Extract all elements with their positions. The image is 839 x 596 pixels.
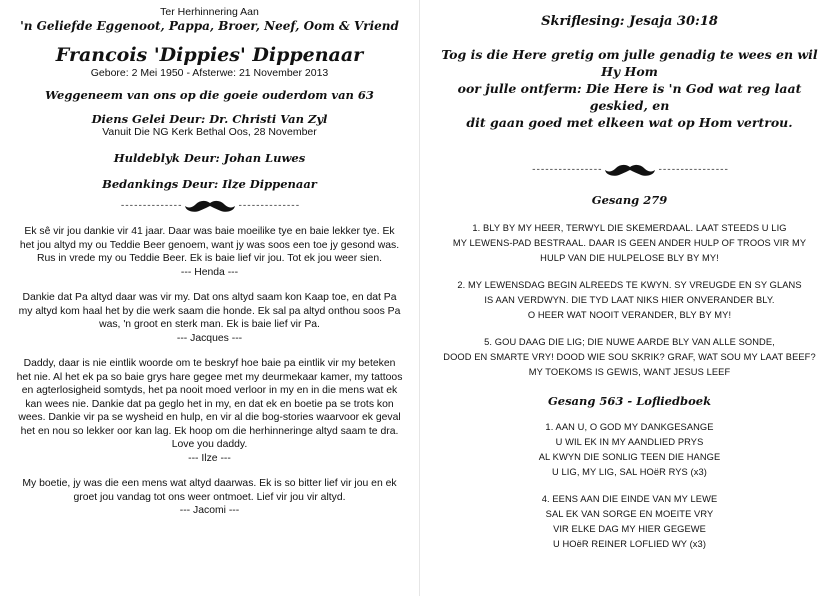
message-signature: --- Henda --- xyxy=(180,266,239,278)
hymn-563-title: Gesang 563 - Lofliedboek xyxy=(547,394,712,408)
life-dates: Gebore: 2 Mei 1950 - Afsterwe: 21 November 2013 xyxy=(90,67,329,79)
scripture-verse: Tog is die Here gretig om julle genadig te wees en wil Hy Hom oor julle ontferm: Die Here is 'n God wat reg laat geskied, en dit gaan goed met elkeen wat op Hom vertrou. xyxy=(441,47,818,130)
in-memory-heading: Ter Herhinnering Aan xyxy=(160,6,259,18)
right-page xyxy=(420,0,839,596)
left-page xyxy=(0,0,419,596)
message-ilze: Daddy, daar is nie eintlik woorde om te beskryf hoe baie pa eintlik vir my beteken het nie. Al het ek pa so baie grys hare gegee met my deurmekaar kamer, my tattoos en agterlosigheid somtyds, het pa nooit moed verloor in my en in die mens wat ek kan wees nie. Dankie dat pa geglo het in my, en dat ek en boetie pa se trots kon wees. Dankie vir pa se wysheid en hulp, en vir al die bog-stories waarvoor ek geval het en nou so lekker oor kan lag. Ek hoop om die herhinneringe altyd saam te dra. Love you daddy. --- Ilze --- xyxy=(12,357,407,465)
age-line: Weggeneem van ons op die goeie ouderdom van 63 xyxy=(45,88,374,102)
mustache-divider: ---------------- ---------------- xyxy=(531,165,728,175)
hymn-279-title: Gesang 279 xyxy=(591,193,668,207)
tribute-line: Huldeblyk Deur: Johan Luwes xyxy=(113,151,306,165)
hymn-563-stanza-1: 1. AAN U, O GOD MY DANKGESANGE U WIL EK IN MY AANDLIED PRYS AL KWYN DIE SONLIG TEEN DIE HANGE U LIG, MY LIG, SAL HOëR RYS (x3) xyxy=(538,422,721,477)
relations-line: 'n Geliefde Eggenoot, Pappa, Broer, Neef, Oom & Vriend xyxy=(20,19,399,33)
hymn-563-stanza-4: 4. EENS AAN DIE EINDE VAN MY LEWE SAL EK VAN SORGE EN MOEITE VRY VIR ELKE DAG MY HIER GEGEWE U HOëR REINER LOFLIED WY (x3) xyxy=(541,494,718,549)
hymn-279-stanza-1: 1. BLY BY MY HEER, TERWYL DIE SKEMERDAAL. LAAT STEEDS U LIG MY LEWENS-PAD BESTRAAL. DAAR IS GEEN ANDER HULP OF TROOS VIR MY HULP VAN DIE HULPELOSE BLY BY MY! xyxy=(452,223,807,263)
service-leader: Diens Gelei Deur: Dr. Christi Van Zyl xyxy=(91,112,328,126)
mustache-divider: -------------- -------------- xyxy=(119,201,300,211)
service-venue: Vanuit Die NG Kerk Bethal Oos, 28 November xyxy=(102,126,317,138)
hymn-279-stanza-2: 2. MY LEWENSDAG BEGIN ALREEDS TE KWYN. SY VREUGDE EN SY GLANS IS AAN VERDWYN. DIE TYD LAAT NIKS HIER ONVERANDER BLY. O HEER WAT NOOIT VERANDER, BLY BY MY! xyxy=(457,280,802,320)
thanks-line: Bedankings Deur: Ilze Dippenaar xyxy=(102,177,317,191)
message-henda: Ek sê vir jou dankie vir 41 jaar. Daar was baie moeilike tye en baie lekker tye. Ek het jou altyd my ou Teddie Beer genoem, want jy was soos een toe jy gesond was. Rus in vrede my ou Teddie Beer. Ek is baie lief vir jou. Tot ek jou weer sien. --- Henda --- xyxy=(12,225,407,279)
scripture-reading-title: Skriflesing: Jesaja 30:18 xyxy=(541,14,718,29)
message-jacques: Dankie dat Pa altyd daar was vir my. Dat ons altyd saam kon Kaap toe, en dat Pa my altyd kom haal het by die werk saam die honde. Ek sal pa altyd onthou soos Pa was, 'n groot en sterk man. Ek is baie lief vir Pa. --- Jacques --- xyxy=(12,291,407,345)
mustache-icon xyxy=(184,199,236,213)
message-signature: --- Ilze --- xyxy=(188,452,231,464)
message-signature: --- Jacomi --- xyxy=(179,505,240,516)
message-signature: --- Jacques --- xyxy=(176,332,243,344)
deceased-name: Francois 'Dippies' Dippenaar xyxy=(55,44,364,66)
message-jacomi: My boetie, jy was die een mens wat altyd daarwas. Ek is so bitter lief vir jou en ek groet jou vandag tot ons weer ontmoet. Lief vir jou vir altyd. --- Jacomi --- xyxy=(12,477,407,518)
mustache-icon xyxy=(604,163,656,177)
hymn-279-stanza-5: 5. GOU DAAG DIE LIG; DIE NUWE AARDE BLY VAN ALLE SONDE, DOOD EN SMARTE VRY! DOOD WIE SOU SKRIK? GRAF, WAT SOU MY LAAT BEEF? MY TOEKOMS IS GEWIS, WANT JESUS LEEF xyxy=(443,337,816,377)
